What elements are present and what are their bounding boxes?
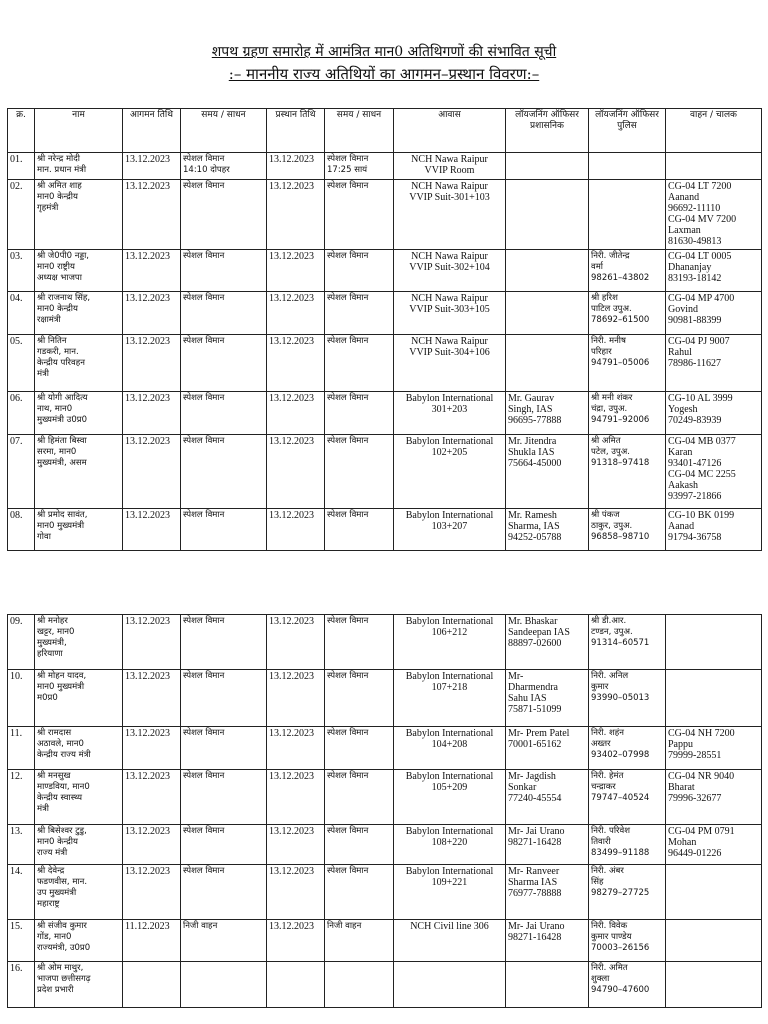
accommodation-cell: Babylon International 301+203: [394, 392, 506, 435]
serial-cell: 15.: [8, 920, 35, 962]
departure-mode-cell: स्पेशल विमान: [325, 335, 394, 392]
arrival-date-cell: 13.12.2023: [123, 292, 181, 335]
table-row: [8, 180, 762, 250]
arrival-mode-cell: स्पेशल विमान: [181, 770, 267, 825]
col-departure-date-header: प्रस्थान तिथि: [267, 109, 325, 153]
arrival-date-cell: 13.12.2023: [123, 509, 181, 551]
name-cell: श्री अमित शाह मान0 केन्द्रीय गृहमंत्री: [35, 180, 123, 250]
guest-table-part-2: [7, 614, 762, 1008]
accommodation-cell: Babylon International 108+220: [394, 825, 506, 865]
departure-mode-cell: स्पेशल विमान: [325, 250, 394, 292]
arrival-date-cell: 11.12.2023: [123, 920, 181, 962]
vehicle-driver-cell: CG-04 LT 0005 Dhananjay 83193-18142: [666, 250, 762, 292]
vehicle-driver-cell: CG-10 BK 0199 Aanad 91794-36758: [666, 509, 762, 551]
accommodation-cell: Babylon International 104+208: [394, 727, 506, 770]
serial-cell: 04.: [8, 292, 35, 335]
departure-date-cell: 13.12.2023: [267, 335, 325, 392]
col-vehicle-driver-header: वाहन / चालक: [666, 109, 762, 153]
table-row: [8, 920, 762, 962]
name-cell: श्री योगी आदित्य नाथ, मान0 मुख्यमंत्री उ0प्र0: [35, 392, 123, 435]
departure-date-cell: 13.12.2023: [267, 292, 325, 335]
liaison-police-cell: श्री मनी शंकर चंद्रा, उपुअ. 94791–92006: [589, 392, 666, 435]
arrival-date-cell: 13.12.2023: [123, 392, 181, 435]
departure-date-cell: 13.12.2023: [267, 392, 325, 435]
liaison-police-cell: निरी. हेमंत चन्द्राकर 79747–40524: [589, 770, 666, 825]
serial-cell: 08.: [8, 509, 35, 551]
name-cell: श्री ओम माथुर, भाजपा छत्तीसगढ़ प्रदेश प्रभारी: [35, 962, 123, 1008]
arrival-date-cell: [123, 962, 181, 1008]
arrival-mode-cell: स्पेशल विमान: [181, 292, 267, 335]
col-departure-mode-header: समय / साधन: [325, 109, 394, 153]
table-header-row: [8, 109, 762, 153]
name-cell: श्री मोहन यादव, मान0 मुख्यमंत्री म0प्र0: [35, 670, 123, 727]
arrival-date-cell: 13.12.2023: [123, 615, 181, 670]
departure-date-cell: 13.12.2023: [267, 509, 325, 551]
serial-cell: 02.: [8, 180, 35, 250]
arrival-mode-cell: स्पेशल विमान: [181, 727, 267, 770]
liaison-admin-cell: [506, 153, 589, 180]
table-row: [8, 962, 762, 1008]
departure-mode-cell: स्पेशल विमान: [325, 825, 394, 865]
name-cell: श्री हिमंता बिस्वा सरमा, मान0 मुख्यमंत्री, असम: [35, 435, 123, 509]
name-cell: श्री संजीव कुमार गोंड, मान0 राज्यमंत्री, उ0प्र0: [35, 920, 123, 962]
table-row: [8, 770, 762, 825]
departure-mode-cell: स्पेशल विमान: [325, 727, 394, 770]
vehicle-driver-cell: [666, 865, 762, 920]
name-cell: श्री राजनाथ सिंह, मान0 केन्द्रीय रक्षामंत्री: [35, 292, 123, 335]
arrival-mode-cell: स्पेशल विमान: [181, 435, 267, 509]
table-row: [8, 865, 762, 920]
accommodation-cell: NCH Nawa Raipur VVIP Suit-302+104: [394, 250, 506, 292]
serial-cell: 06.: [8, 392, 35, 435]
vehicle-driver-cell: [666, 962, 762, 1008]
arrival-date-cell: 13.12.2023: [123, 250, 181, 292]
vehicle-driver-cell: CG-04 MP 4700 Govind 90981-88399: [666, 292, 762, 335]
liaison-police-cell: निरी. मनीष परिहार 94791–05006: [589, 335, 666, 392]
table-row: [8, 509, 762, 551]
departure-date-cell: 13.12.2023: [267, 825, 325, 865]
table-row: [8, 335, 762, 392]
departure-date-cell: 13.12.2023: [267, 250, 325, 292]
name-cell: श्री रामदास अठावले, मान0 केन्द्रीय राज्य मंत्री: [35, 727, 123, 770]
departure-date-cell: 13.12.2023: [267, 153, 325, 180]
serial-cell: 13.: [8, 825, 35, 865]
liaison-police-cell: निरी. जीतेन्द्र वर्मा 98261–43802: [589, 250, 666, 292]
col-liaison-admin-header: लॉयजनिंग ऑफिसर प्रशासनिक: [506, 109, 589, 153]
liaison-police-cell: श्री पंकज ठाकुर, उपुअ. 96858–98710: [589, 509, 666, 551]
serial-cell: 12.: [8, 770, 35, 825]
serial-cell: 09.: [8, 615, 35, 670]
liaison-admin-cell: [506, 962, 589, 1008]
col-arrival-date-header: आगमन तिथि: [123, 109, 181, 153]
name-cell: श्री जे0पी0 नड्डा, मान0 राष्ट्रीय अध्यक्ष भाजपा: [35, 250, 123, 292]
accommodation-cell: Babylon International 107+218: [394, 670, 506, 727]
table-row: [8, 727, 762, 770]
vehicle-driver-cell: CG-04 NR 9040 Bharat 79996-32677: [666, 770, 762, 825]
arrival-mode-cell: स्पेशल विमान: [181, 670, 267, 727]
liaison-police-cell: श्री हरिश पाटिल उपुअ. 78692–61500: [589, 292, 666, 335]
name-cell: श्री मनसुख माण्डविया, मान0 केन्द्रीय स्वास्थ्य मंत्री: [35, 770, 123, 825]
accommodation-cell: [394, 962, 506, 1008]
liaison-admin-cell: [506, 180, 589, 250]
document-subtitle: :– माननीय राज्य अतिथियों का आगमन–प्रस्थान विवरण:–: [228, 65, 540, 83]
document-title: शपथ ग्रहण समारोह में आमंत्रित मान0 अतिथिगणों की संभावित सूची: [211, 44, 557, 60]
vehicle-driver-cell: CG-04 NH 7200 Pappu 79999-28551: [666, 727, 762, 770]
table-row: [8, 392, 762, 435]
departure-date-cell: [267, 962, 325, 1008]
liaison-admin-cell: Mr. Jitendra Shukla IAS 75664-45000: [506, 435, 589, 509]
liaison-police-cell: निरी. अंबर सिंह 98279–27725: [589, 865, 666, 920]
serial-cell: 03.: [8, 250, 35, 292]
accommodation-cell: Babylon International 106+212: [394, 615, 506, 670]
departure-mode-cell: स्पेशल विमान 17:25 सायं: [325, 153, 394, 180]
departure-date-cell: 13.12.2023: [267, 180, 325, 250]
liaison-police-cell: श्री डी.आर. टण्डन, उपुअ. 91314–60571: [589, 615, 666, 670]
serial-cell: 01.: [8, 153, 35, 180]
liaison-admin-cell: Mr. Gaurav Singh, IAS 96695-77888: [506, 392, 589, 435]
arrival-date-cell: 13.12.2023: [123, 435, 181, 509]
accommodation-cell: Babylon International 109+221: [394, 865, 506, 920]
departure-date-cell: 13.12.2023: [267, 920, 325, 962]
vehicle-driver-cell: [666, 920, 762, 962]
vehicle-driver-cell: [666, 153, 762, 180]
arrival-date-cell: 13.12.2023: [123, 770, 181, 825]
liaison-admin-cell: [506, 335, 589, 392]
vehicle-driver-cell: CG-10 AL 3999 Yogesh 70249-83939: [666, 392, 762, 435]
serial-cell: 11.: [8, 727, 35, 770]
departure-date-cell: 13.12.2023: [267, 865, 325, 920]
arrival-date-cell: 13.12.2023: [123, 670, 181, 727]
table-row: [8, 825, 762, 865]
departure-mode-cell: स्पेशल विमान: [325, 180, 394, 250]
arrival-mode-cell: स्पेशल विमान: [181, 825, 267, 865]
serial-cell: 05.: [8, 335, 35, 392]
name-cell: श्री मनोहर खट्टर, मान0 मुख्यमंत्री, हरियाणा: [35, 615, 123, 670]
vehicle-driver-cell: CG-04 PJ 9007 Rahul 78986-11627: [666, 335, 762, 392]
name-cell: श्री नरेन्द्र मोदी मान. प्रधान मंत्री: [35, 153, 123, 180]
liaison-police-cell: निरी. परिवेश तिवारी 83499–91188: [589, 825, 666, 865]
vehicle-driver-cell: [666, 670, 762, 727]
arrival-mode-cell: स्पेशल विमान: [181, 865, 267, 920]
departure-mode-cell: स्पेशल विमान: [325, 770, 394, 825]
departure-mode-cell: [325, 962, 394, 1008]
liaison-admin-cell: Mr- Ranveer Sharma IAS 76977-78888: [506, 865, 589, 920]
liaison-police-cell: निरी. अमित शुक्ला 94790–47600: [589, 962, 666, 1008]
arrival-mode-cell: स्पेशल विमान: [181, 615, 267, 670]
name-cell: श्री बिसेश्वर टुडु, मान0 केन्द्रीय राज्य मंत्री: [35, 825, 123, 865]
liaison-police-cell: निरी. शहंन अख्तर 93402–07998: [589, 727, 666, 770]
departure-date-cell: 13.12.2023: [267, 770, 325, 825]
departure-mode-cell: स्पेशल विमान: [325, 865, 394, 920]
arrival-mode-cell: निजी वाहन: [181, 920, 267, 962]
vehicle-driver-cell: CG-04 LT 7200 Aanand 96692-11110 CG-04 MV 7200 Laxman 81630-49813: [666, 180, 762, 250]
liaison-police-cell: [589, 180, 666, 250]
vehicle-driver-cell: [666, 615, 762, 670]
liaison-police-cell: निरी. अनिल कुमार 93990–05013: [589, 670, 666, 727]
liaison-admin-cell: Mr. Ramesh Sharma, IAS 94252-05788: [506, 509, 589, 551]
departure-mode-cell: स्पेशल विमान: [325, 292, 394, 335]
liaison-police-cell: श्री अमित पटेल, उपुअ. 91318–97418: [589, 435, 666, 509]
arrival-mode-cell: स्पेशल विमान: [181, 335, 267, 392]
arrival-mode-cell: स्पेशल विमान: [181, 509, 267, 551]
table-row: [8, 250, 762, 292]
liaison-admin-cell: [506, 250, 589, 292]
arrival-mode-cell: स्पेशल विमान: [181, 250, 267, 292]
table-row: [8, 615, 762, 670]
name-cell: श्री नितिन गडकरी, मान. केन्द्रीय परिवहन मंत्री: [35, 335, 123, 392]
liaison-admin-cell: Mr. Bhaskar Sandeepan IAS 88897-02600: [506, 615, 589, 670]
liaison-police-cell: [589, 153, 666, 180]
arrival-date-cell: 13.12.2023: [123, 825, 181, 865]
liaison-admin-cell: Mr- Dharmendra Sahu IAS 75871-51099: [506, 670, 589, 727]
table-row: [8, 435, 762, 509]
arrival-date-cell: 13.12.2023: [123, 335, 181, 392]
accommodation-cell: NCH Nawa Raipur VVIP Suit-303+105: [394, 292, 506, 335]
liaison-admin-cell: Mr- Jai Urano 98271-16428: [506, 920, 589, 962]
departure-mode-cell: स्पेशल विमान: [325, 615, 394, 670]
table-row: [8, 153, 762, 180]
arrival-mode-cell: स्पेशल विमान 14:10 दोपहर: [181, 153, 267, 180]
departure-mode-cell: स्पेशल विमान: [325, 509, 394, 551]
arrival-date-cell: 13.12.2023: [123, 727, 181, 770]
accommodation-cell: NCH Nawa Raipur VVIP Room: [394, 153, 506, 180]
arrival-date-cell: 13.12.2023: [123, 180, 181, 250]
departure-date-cell: 13.12.2023: [267, 670, 325, 727]
name-cell: श्री प्रमोद सावंत, मान0 मुख्यमंत्री गोवा: [35, 509, 123, 551]
departure-mode-cell: स्पेशल विमान: [325, 670, 394, 727]
col-arrival-mode-header: समय / साधन: [181, 109, 267, 153]
departure-mode-cell: स्पेशल विमान: [325, 435, 394, 509]
accommodation-cell: Babylon International 103+207: [394, 509, 506, 551]
arrival-mode-cell: स्पेशल विमान: [181, 392, 267, 435]
col-accommodation-header: आवास: [394, 109, 506, 153]
arrival-mode-cell: स्पेशल विमान: [181, 180, 267, 250]
name-cell: श्री देवेन्द्र फडणवीस, मान. उप मुख्यमंत्री महाराष्ट्र: [35, 865, 123, 920]
serial-cell: 14.: [8, 865, 35, 920]
vehicle-driver-cell: CG-04 PM 0791 Mohan 96449-01226: [666, 825, 762, 865]
arrival-mode-cell: [181, 962, 267, 1008]
accommodation-cell: NCH Nawa Raipur VVIP Suit-301+103: [394, 180, 506, 250]
arrival-date-cell: 13.12.2023: [123, 865, 181, 920]
accommodation-cell: Babylon International 105+209: [394, 770, 506, 825]
liaison-admin-cell: Mr- Prem Patel 70001-65162: [506, 727, 589, 770]
col-serial-header: क्र.: [8, 109, 35, 153]
guest-table-part-1: [7, 108, 762, 551]
col-name-header: नाम: [35, 109, 123, 153]
liaison-admin-cell: Mr- Jai Urano 98271-16428: [506, 825, 589, 865]
accommodation-cell: Babylon International 102+205: [394, 435, 506, 509]
liaison-admin-cell: [506, 292, 589, 335]
departure-date-cell: 13.12.2023: [267, 435, 325, 509]
serial-cell: 07.: [8, 435, 35, 509]
departure-date-cell: 13.12.2023: [267, 615, 325, 670]
departure-date-cell: 13.12.2023: [267, 727, 325, 770]
serial-cell: 10.: [8, 670, 35, 727]
table-row: [8, 292, 762, 335]
vehicle-driver-cell: CG-04 MB 0377 Karan 93401-47126 CG-04 MC 2255 Aakash 93997-21866: [666, 435, 762, 509]
liaison-admin-cell: Mr- Jagdish Sonkar 77240-45554: [506, 770, 589, 825]
arrival-date-cell: 13.12.2023: [123, 153, 181, 180]
departure-mode-cell: निजी वाहन: [325, 920, 394, 962]
departure-mode-cell: स्पेशल विमान: [325, 392, 394, 435]
serial-cell: 16.: [8, 962, 35, 1008]
accommodation-cell: NCH Nawa Raipur VVIP Suit-304+106: [394, 335, 506, 392]
accommodation-cell: NCH Civil line 306: [394, 920, 506, 962]
liaison-police-cell: निरी. विवेक कुमार पाण्डेय 70003–26156: [589, 920, 666, 962]
table-row: [8, 670, 762, 727]
col-liaison-police-header: लॉयजनिंग ऑफिसर पुलिस: [589, 109, 666, 153]
